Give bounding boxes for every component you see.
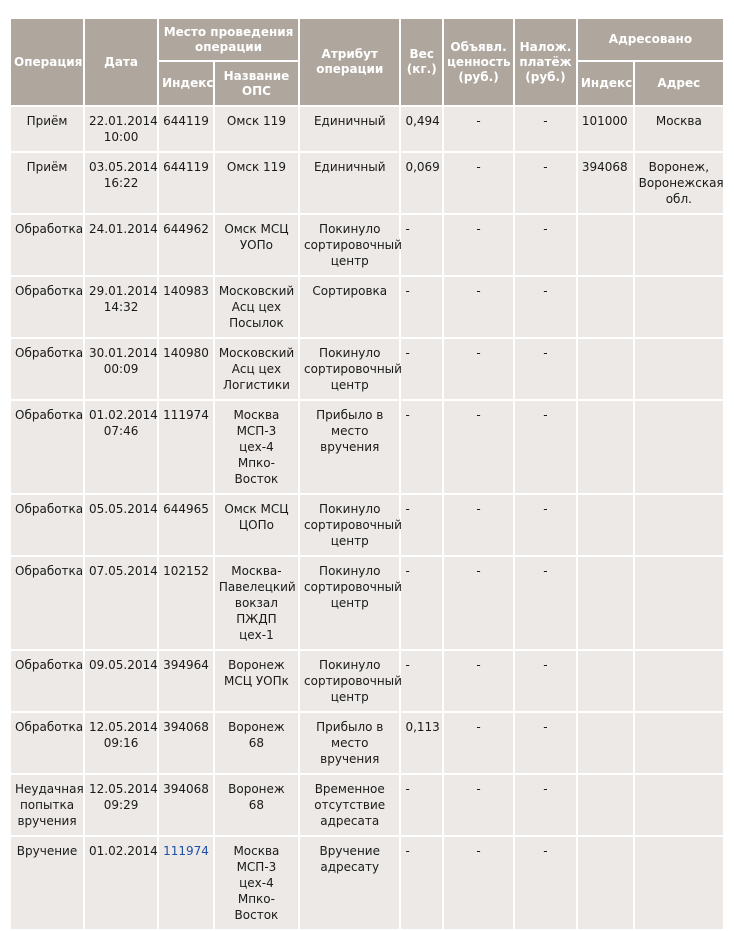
table-row bbox=[11, 277, 723, 337]
cell-cod: - bbox=[515, 837, 576, 929]
cell-operation: Неудачная попытка вручения bbox=[11, 775, 83, 835]
cell-attribute: Прибыло в место вручения bbox=[300, 713, 399, 773]
cell-addr-index: 101000 bbox=[578, 107, 633, 151]
cell-declared-value: - bbox=[444, 837, 513, 929]
cell-date: 01.02.2014 bbox=[85, 837, 157, 929]
table-row bbox=[11, 651, 723, 711]
cell-operation: Приём bbox=[11, 153, 83, 213]
header-cod: Налож. платёж (руб.) bbox=[515, 19, 576, 105]
cell-weight: - bbox=[401, 339, 442, 399]
table-row bbox=[11, 495, 723, 555]
cell-office: Москва МСП-3 цех-4 Мпко-Восток bbox=[215, 401, 298, 493]
table-row bbox=[11, 339, 723, 399]
cell-cod: - bbox=[515, 401, 576, 493]
cell-index: 102152 bbox=[159, 557, 213, 649]
cell-attribute: Единичный bbox=[300, 153, 399, 213]
table-row bbox=[11, 215, 723, 275]
cell-address bbox=[635, 215, 723, 275]
cell-weight: - bbox=[401, 215, 442, 275]
cell-weight: 0,069 bbox=[401, 153, 442, 213]
cell-date: 09.05.2014 bbox=[85, 651, 157, 711]
cell-address bbox=[635, 651, 723, 711]
table-row bbox=[11, 837, 723, 929]
cell-date: 30.01.2014 00:09 bbox=[85, 339, 157, 399]
cell-addr-index bbox=[578, 277, 633, 337]
cell-operation: Обработка bbox=[11, 713, 83, 773]
cell-cod: - bbox=[515, 651, 576, 711]
cell-operation: Обработка bbox=[11, 651, 83, 711]
cell-weight: 0,113 bbox=[401, 713, 442, 773]
table-row bbox=[11, 557, 723, 649]
cell-weight: - bbox=[401, 557, 442, 649]
cell-cod: - bbox=[515, 775, 576, 835]
cell-declared-value: - bbox=[444, 107, 513, 151]
cell-address bbox=[635, 495, 723, 555]
header-place: Место проведения операции bbox=[159, 19, 298, 60]
header-addr-index: Индекс bbox=[578, 62, 633, 105]
cell-declared-value: - bbox=[444, 401, 513, 493]
cell-address bbox=[635, 837, 723, 929]
cell-operation: Обработка bbox=[11, 495, 83, 555]
cell-attribute: Покинуло сортировочный центр bbox=[300, 495, 399, 555]
cell-office: Московский Асц цех Логистики bbox=[215, 339, 298, 399]
cell-declared-value: - bbox=[444, 153, 513, 213]
cell-cod: - bbox=[515, 495, 576, 555]
cell-declared-value: - bbox=[444, 651, 513, 711]
cell-date: 12.05.2014 09:16 bbox=[85, 713, 157, 773]
cell-declared-value: - bbox=[444, 775, 513, 835]
cell-declared-value: - bbox=[444, 713, 513, 773]
cell-operation: Обработка bbox=[11, 277, 83, 337]
cell-address bbox=[635, 713, 723, 773]
table-row bbox=[11, 107, 723, 151]
header-office-name: Название ОПС bbox=[215, 62, 298, 105]
cell-addr-index bbox=[578, 775, 633, 835]
cell-office: Москва МСП-3 цех-4 Мпко-Восток bbox=[215, 837, 298, 929]
cell-office: Омск МСЦ ЦОПо bbox=[215, 495, 298, 555]
cell-index: 644119 bbox=[159, 153, 213, 213]
cell-weight: - bbox=[401, 495, 442, 555]
cell-index: 394068 bbox=[159, 713, 213, 773]
cell-addr-index bbox=[578, 495, 633, 555]
cell-weight: 0,494 bbox=[401, 107, 442, 151]
cell-attribute: Временное отсутствие адресата bbox=[300, 775, 399, 835]
cell-date: 01.02.2014 07:46 bbox=[85, 401, 157, 493]
cell-date: 05.05.2014 bbox=[85, 495, 157, 555]
cell-address: Воронеж, Воронежская обл. bbox=[635, 153, 723, 213]
cell-address bbox=[635, 775, 723, 835]
cell-addr-index bbox=[578, 837, 633, 929]
cell-operation: Обработка bbox=[11, 339, 83, 399]
cell-weight: - bbox=[401, 837, 442, 929]
index-link[interactable]: 111974 bbox=[163, 844, 209, 858]
cell-index: 394964 bbox=[159, 651, 213, 711]
tracking-table bbox=[9, 17, 725, 931]
cell-index: 644965 bbox=[159, 495, 213, 555]
cell-declared-value: - bbox=[444, 215, 513, 275]
cell-office: Московский Асц цех Посылок bbox=[215, 277, 298, 337]
header-operation: Операция bbox=[11, 19, 83, 105]
cell-attribute: Единичный bbox=[300, 107, 399, 151]
cell-index: 111974 bbox=[159, 401, 213, 493]
header-address: Адрес bbox=[635, 62, 723, 105]
cell-index: 140980 bbox=[159, 339, 213, 399]
cell-declared-value: - bbox=[444, 277, 513, 337]
cell-attribute: Покинуло сортировочный центр bbox=[300, 651, 399, 711]
cell-office: Воронеж МСЦ УОПк bbox=[215, 651, 298, 711]
cell-cod: - bbox=[515, 557, 576, 649]
cell-cod: - bbox=[515, 339, 576, 399]
table-body bbox=[11, 107, 723, 929]
cell-declared-value: - bbox=[444, 557, 513, 649]
cell-addr-index bbox=[578, 713, 633, 773]
cell-index: 394068 bbox=[159, 775, 213, 835]
cell-date: 12.05.2014 09:29 bbox=[85, 775, 157, 835]
header-index: Индекс bbox=[159, 62, 213, 105]
cell-cod: - bbox=[515, 107, 576, 151]
cell-addr-index bbox=[578, 401, 633, 493]
cell-attribute: Покинуло сортировочный центр bbox=[300, 215, 399, 275]
cell-operation: Вручение bbox=[11, 837, 83, 929]
cell-operation: Обработка bbox=[11, 401, 83, 493]
cell-office: Воронеж 68 bbox=[215, 713, 298, 773]
cell-addr-index bbox=[578, 651, 633, 711]
header-date: Дата bbox=[85, 19, 157, 105]
cell-date: 07.05.2014 bbox=[85, 557, 157, 649]
cell-index: 644962 bbox=[159, 215, 213, 275]
cell-weight: - bbox=[401, 651, 442, 711]
cell-weight: - bbox=[401, 277, 442, 337]
cell-addr-index: 394068 bbox=[578, 153, 633, 213]
table-header bbox=[11, 19, 723, 105]
cell-address bbox=[635, 277, 723, 337]
cell-operation: Обработка bbox=[11, 557, 83, 649]
cell-addr-index bbox=[578, 339, 633, 399]
cell-office: Москва-Павелецкий вокзал ПЖДП цех-1 bbox=[215, 557, 298, 649]
cell-cod: - bbox=[515, 215, 576, 275]
cell-attribute: Прибыло в место вручения bbox=[300, 401, 399, 493]
cell-attribute: Покинуло сортировочный центр bbox=[300, 557, 399, 649]
cell-attribute: Покинуло сортировочный центр bbox=[300, 339, 399, 399]
table-row bbox=[11, 401, 723, 493]
cell-attribute: Вручение адресату bbox=[300, 837, 399, 929]
cell-date: 03.05.2014 16:22 bbox=[85, 153, 157, 213]
cell-cod: - bbox=[515, 153, 576, 213]
header-attribute: Атрибут операции bbox=[300, 19, 399, 105]
cell-cod: - bbox=[515, 277, 576, 337]
cell-addr-index bbox=[578, 215, 633, 275]
cell-weight: - bbox=[401, 401, 442, 493]
cell-office: Омск 119 bbox=[215, 153, 298, 213]
cell-address bbox=[635, 401, 723, 493]
cell-address: Москва bbox=[635, 107, 723, 151]
cell-index bbox=[159, 837, 213, 929]
cell-weight: - bbox=[401, 775, 442, 835]
header-weight: Вес (кг.) bbox=[401, 19, 442, 105]
cell-operation: Обработка bbox=[11, 215, 83, 275]
table-row bbox=[11, 153, 723, 213]
cell-office: Омск МСЦ УОПо bbox=[215, 215, 298, 275]
cell-index: 644119 bbox=[159, 107, 213, 151]
table-row bbox=[11, 775, 723, 835]
table-row bbox=[11, 713, 723, 773]
header-addressed: Адресовано bbox=[578, 19, 723, 60]
cell-index: 140983 bbox=[159, 277, 213, 337]
cell-operation: Приём bbox=[11, 107, 83, 151]
cell-office: Воронеж 68 bbox=[215, 775, 298, 835]
cell-declared-value: - bbox=[444, 495, 513, 555]
cell-office: Омск 119 bbox=[215, 107, 298, 151]
cell-date: 29.01.2014 14:32 bbox=[85, 277, 157, 337]
cell-declared-value: - bbox=[444, 339, 513, 399]
cell-address bbox=[635, 557, 723, 649]
cell-date: 24.01.2014 bbox=[85, 215, 157, 275]
cell-addr-index bbox=[578, 557, 633, 649]
cell-attribute: Сортировка bbox=[300, 277, 399, 337]
header-declared-value: Объявл. ценность (руб.) bbox=[444, 19, 513, 105]
cell-address bbox=[635, 339, 723, 399]
cell-date: 22.01.2014 10:00 bbox=[85, 107, 157, 151]
cell-cod: - bbox=[515, 713, 576, 773]
